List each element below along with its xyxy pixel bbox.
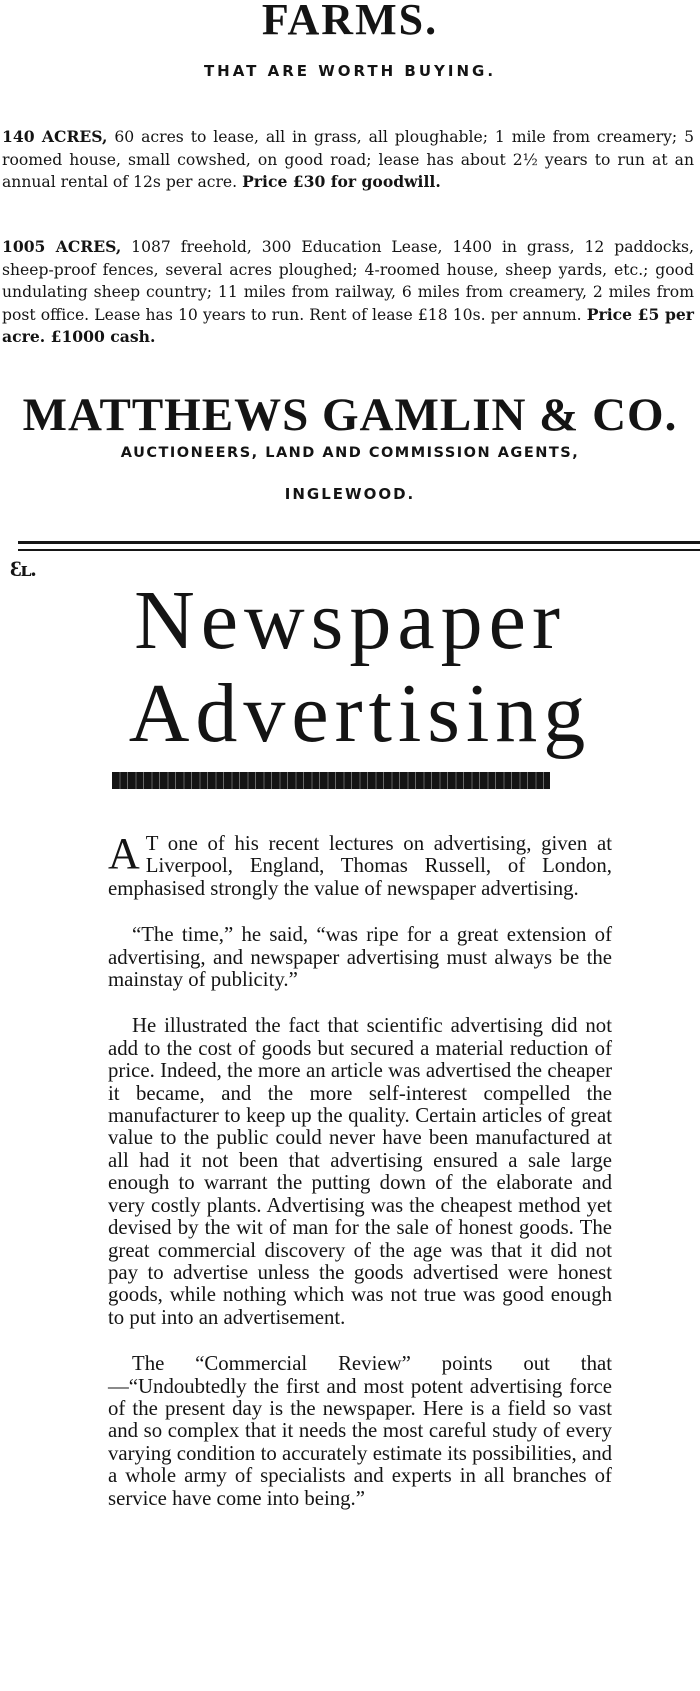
firm-place: INGLEWOOD. [284,485,416,503]
decorative-bar [112,772,550,789]
article-paragraph [108,829,612,900]
section-divider [18,541,700,544]
listing-lead: 140 ACRES, [2,127,108,146]
paragraph-text: T one of his recent lectures on advertising, given at Liverpool, England, Thomas Russell, of London, emphasised strongly the value of newspaper advertising. [108,832,612,900]
article-paragraph: The “Commercial Review” points out that—“Undoubtedly the first and most potent advertising force of the present day is the newspaper. Here is a field so vast and so complex that it needs the most careful study of every varying condition to accurately estimate its possibilities, and a whole army of specialists and experts in all branches of service have come into being.” [108,1352,612,1510]
article-body [108,829,612,1534]
headline-line-2: Advertising [128,667,592,760]
drop-cap: A [108,829,140,878]
column-mark: Ɛʟ. [10,556,36,581]
listing-text: 1087 freehold, 300 Education Lease, 1400 in grass, 12 paddocks, sheep-proof fences, several acres ploughed; 4-roomed house, sheep yards, etc.; good undulating sheep country; 11 miles from railway, 6 miles from creamery, 2 miles from post office. Lease has 10 years to run. Rent of lease £18 10s. per annum. [2,238,694,324]
listing-lead: 1005 ACRES, [2,237,122,256]
listing-text: 60 acres to lease, all in grass, all ploughable; 1 mile from creamery; 5 roomed house, small cowshed, on good road; lease has about 2½ years to run at an annual rental of 12s per acre. [2,128,694,191]
listing-price: Price £30 for goodwill. [242,172,441,191]
firm-name: MATTHEWS GAMLIN & CO. [22,389,678,441]
listing-price: Price £5 per acre. £1000 cash. [2,304,694,346]
firm-subtitle: AUCTIONEERS, LAND AND COMMISSION AGENTS, [120,445,580,461]
section-divider [18,549,700,551]
farms-subtitle: THAT ARE WORTH BUYING. [203,62,497,80]
listing-item [2,126,694,194]
listing-item [2,236,694,349]
farms-title: FARMS. [261,0,439,44]
article-paragraph: “The time,” he said, “was ripe for a great extension of advertising, and newspaper advertising must always be the mainstay of publicity.” [108,923,612,992]
article-paragraph: He illustrated the fact that scientific advertising did not add to the cost of goods but secured a material reduction of price. Indeed, the more an article was advertised the cheaper it became, and the more self-interest compelled the manufacturer to keep up the quality. Certain articles of great value to the public could never have been manufactured at all had it not been that advertising ensured a sale large enough to warrant the putting down of the elaborate and very costly plants. Advertising was the cheapest method yet devised by the wit of man for the sale of honest goods. The great commercial discovery of the age was that it did not pay to advertise unless the goods advertised were honest goods, while nothing which was not true was good enough to put into an advertisement. [108,1014,612,1329]
headline-line-1: Newspaper [134,574,566,667]
